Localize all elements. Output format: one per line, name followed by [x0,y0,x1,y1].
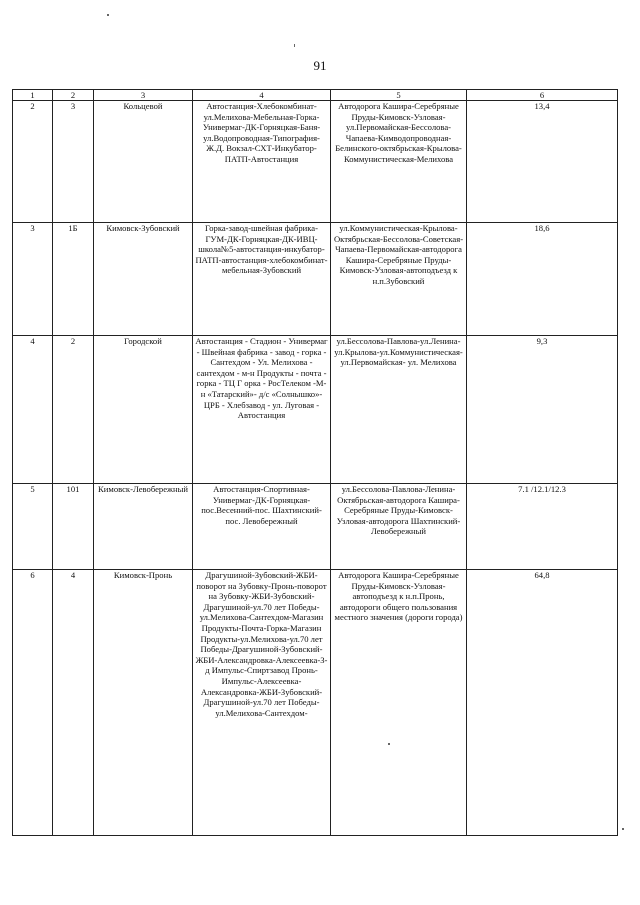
column-header: 3 [94,90,193,101]
route-stops: Драгушиной-Зубовский-ЖБИ-поворот на Зубовку-Пронь-поворот на Зубовку-ЖБИ-Зубовский-Драгушиной-ул.70 лет Победы-ул.Мелихова-Сантехдом-Магазин Продукты-Почта-Горка-Магазин Продукты-ул.Мелихова-ул.70 лет Победы-Драгушиной-Зубовский-ЖБИ-Александровка-Алексеевка-З-д Импульс-Спиртзавод Пронь-Импульс-Алексеевка-Александровка-ЖБИ-Зубовский-Драгушиной-ул.70 лет Победы-ул.Мелихова-Сантехдом- [193,570,331,836]
route-length: 18,6 [467,223,618,336]
column-header: 4 [193,90,331,101]
table-header-row [13,90,618,101]
route-stops: Горка-завод-швейная фабрика-ГУМ-ДК-Горняцкая-ДК-ИВЦ-школа№5-автостанция-инкубатор-ПАТП-автостанция-хлебокомбинат-мебельная-Зубовский [193,223,331,336]
route-roads: ул.Бессолова-Павлова-Ленина-Октябрьская-автодорога Кашира-Серебряные Пруды-Кимовск-Узловая-автодорога Шахтинский-Левобережный [331,484,467,570]
column-header: 6 [467,90,618,101]
scan-speck [388,743,390,745]
row-number: 6 [13,570,53,836]
row-number: 3 [13,223,53,336]
routes-table [12,89,618,836]
route-roads: Автодорога Кашира-Серебряные Пруды-Кимовск-Узловая-ул.Первомайская-Бессолова-Чапаева-Кимводопроводная-Белинского-октябрьская-Крылова-Коммунистическая-Мелихова [331,101,467,223]
route-name: Кимовск-Зубовский [94,223,193,336]
route-stops: Автостанция-Хлебокомбинат-ул.Мелихова-Мебельная-Горка-Универмаг-ДК-Горняцкая-Баня-ул.Водопроводная-Типография-Ж.Д. Вокзал-СХТ-Инкубатор-ПАТП-Автостанция [193,101,331,223]
page-number: 91 [313,58,327,73]
table-row [13,570,618,836]
scan-speck [294,44,295,47]
table-row [13,484,618,570]
route-length: 64,8 [467,570,618,836]
route-name: Кимовск-Пронь [94,570,193,836]
route-number: 4 [53,570,94,836]
route-name: Кимовск-Левобережный [94,484,193,570]
route-length: 9,3 [467,336,618,484]
route-stops: Автостанция - Стадион - Универмаг - Швейная фабрика - завод - горка - Сантехдом - Ул. Мелихова - сантехдом - м-н Продукты - почта - горка - ТЦ Г орка - РосТелеком -М-н «Татарский»- д/с «Солнышко»- ЦРБ - Хлебзавод - ул. Луговая - Автостанция [193,336,331,484]
table-row [13,336,618,484]
route-stops: Автостанция-Спортивная-Универмаг-ДК-Горняцкая-пос.Весенний-пос. Шахтинский-пос. Левобережный [193,484,331,570]
column-header: 1 [13,90,53,101]
route-roads: Автодорога Кашира-Серебряные Пруды-Кимовск-Узловая-автоподъезд к н.п.Пронь, автодороги общего пользования местного значения (дороги города) [331,570,467,836]
route-length: 13,4 [467,101,618,223]
row-number: 2 [13,101,53,223]
route-name: Кольцевой [94,101,193,223]
route-number: 2 [53,336,94,484]
scan-speck [622,828,624,830]
table-row [13,223,618,336]
row-number: 5 [13,484,53,570]
route-length: 7.1 /12.1/12.3 [467,484,618,570]
table-row [13,101,618,223]
route-number: 1Б [53,223,94,336]
route-roads: ул.Бессолова-Павлова-ул.Ленина- ул.Крылова-ул.Коммунистическая-ул.Первомайская- ул. Мелихова [331,336,467,484]
row-number: 4 [13,336,53,484]
route-roads: ул.Коммунистическая-Крылова-Октябрьская-Бессолова-Советская-Чапаева-Первомайская-автодорога Кашира-Серебряные Пруды-Кимовск-Узловая-автоподъезд к н.п.Зубовский [331,223,467,336]
column-header: 2 [53,90,94,101]
route-number: 3 [53,101,94,223]
route-name: Городской [94,336,193,484]
column-header: 5 [331,90,467,101]
scan-speck [107,14,109,16]
route-number: 101 [53,484,94,570]
